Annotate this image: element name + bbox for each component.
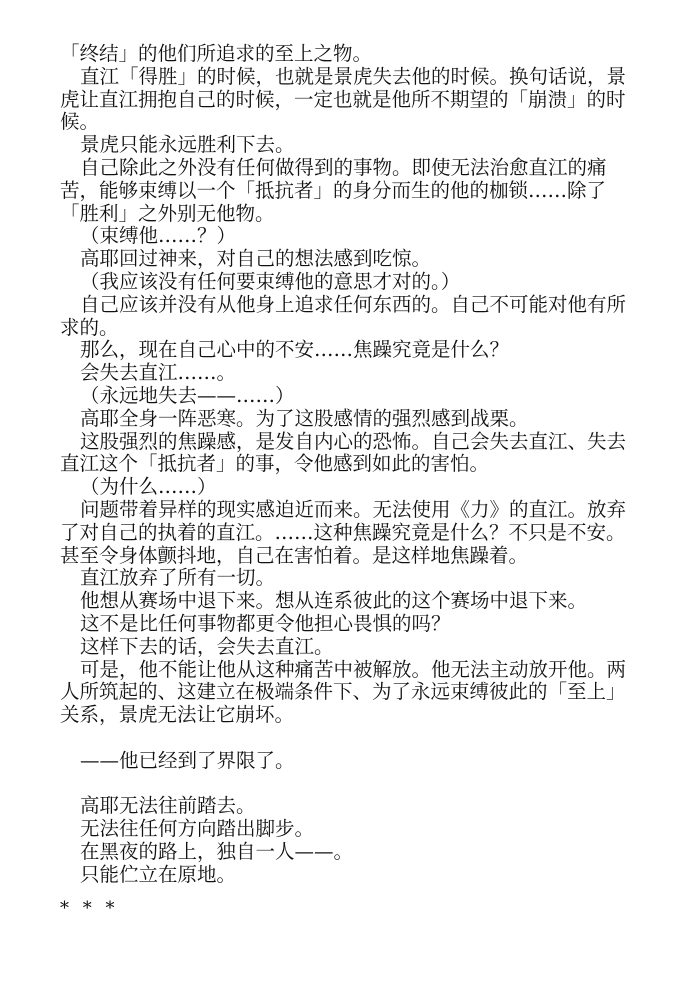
text-line: 在黑夜的路上，独自一人——。 bbox=[80, 839, 354, 863]
text-line: （束缚他……？） bbox=[80, 224, 237, 248]
blank-line bbox=[60, 727, 680, 750]
text-line: 虎让直江拥抱自己的时候，一定也就是他所不期望的「崩溃」的时 bbox=[60, 87, 626, 111]
text-line: 直江「得胜」的时候，也就是景虎失去他的时候。换句话说，景 bbox=[80, 64, 627, 88]
text-line: 会失去直江……。 bbox=[80, 361, 237, 385]
text-line: 这股强烈的焦躁感，是发自内心的恐怖。自己会失去直江、失去 bbox=[80, 429, 627, 453]
text-line: 高耶无法往前踏去。 bbox=[80, 794, 256, 818]
text-line: 求的。 bbox=[60, 315, 119, 339]
text-line: 他想从赛场中退下来。想从连系彼此的这个赛场中退下来。 bbox=[80, 589, 588, 613]
document-body bbox=[60, 43, 680, 886]
section-separator: * * * bbox=[60, 898, 119, 920]
text-line: 那么，现在自己心中的不安……焦躁究竟是什么？ bbox=[80, 338, 510, 362]
text-line: 高耶回过神来，对自己的想法感到吃惊。 bbox=[80, 247, 432, 271]
text-line: （为什么……） bbox=[80, 475, 217, 499]
text-line: 自己应该并没有从他身上追求任何东西的。自己不可能对他有所 bbox=[80, 292, 627, 316]
text-line: 高耶全身一阵恶寒。为了这股感情的强烈感到战栗。 bbox=[80, 406, 529, 430]
text-line: 问题带着异样的现实感迫近而来。无法使用《力》的直江。放弃 bbox=[80, 497, 627, 521]
document-page bbox=[60, 43, 680, 921]
blank-line bbox=[60, 773, 680, 796]
text-line: 无法往任何方向踏出脚步。 bbox=[80, 817, 315, 841]
text-line: （永远地失去——……） bbox=[80, 383, 295, 407]
text-line: ——他已经到了界限了。 bbox=[80, 748, 295, 772]
text-line: 景虎只能永远胜利下去。 bbox=[80, 133, 295, 157]
text-line: 苦，能够束缚以一个「抵抗者」的身分而生的他的枷锁……除了 bbox=[60, 178, 607, 202]
text-line: 甚至令身体颤抖地，自己在害怕着。是这样地焦躁着。 bbox=[60, 543, 529, 567]
text-line: 这不是比任何事物都更令他担心畏惧的吗？ bbox=[80, 611, 451, 635]
text-line: 候。 bbox=[60, 110, 100, 134]
text-line: 了对自己的执着的直江。……这种焦躁究竟是什么？不只是不安。 bbox=[60, 520, 626, 544]
text-line: 自己除此之外没有任何做得到的事物。即使无法治愈直江的痛 bbox=[80, 155, 607, 179]
text-line: 这样下去的话，会失去直江。 bbox=[80, 634, 334, 658]
text-line: 只能伫立在原地。 bbox=[80, 862, 237, 886]
text-line: 直江放弃了所有一切。 bbox=[80, 566, 276, 590]
text-line: 可是，他不能让他从这种痛苦中被解放。他无法主动放开他。两 bbox=[80, 657, 627, 681]
text-line: 关系，景虎无法让它崩坏。 bbox=[60, 703, 295, 727]
text-line: （我应该没有任何要束缚他的意思才对的。） bbox=[80, 269, 461, 293]
text-line: 「终结」的他们所追求的至上之物。 bbox=[60, 42, 373, 65]
text-line: 人所筑起的、这建立在极端条件下、为了永远束缚彼此的「至上」 bbox=[60, 680, 626, 704]
text-line: 直江这个「抵抗者」的事，令他感到如此的害怕。 bbox=[60, 452, 490, 476]
text-line: 「胜利」之外别无他物。 bbox=[60, 201, 275, 225]
